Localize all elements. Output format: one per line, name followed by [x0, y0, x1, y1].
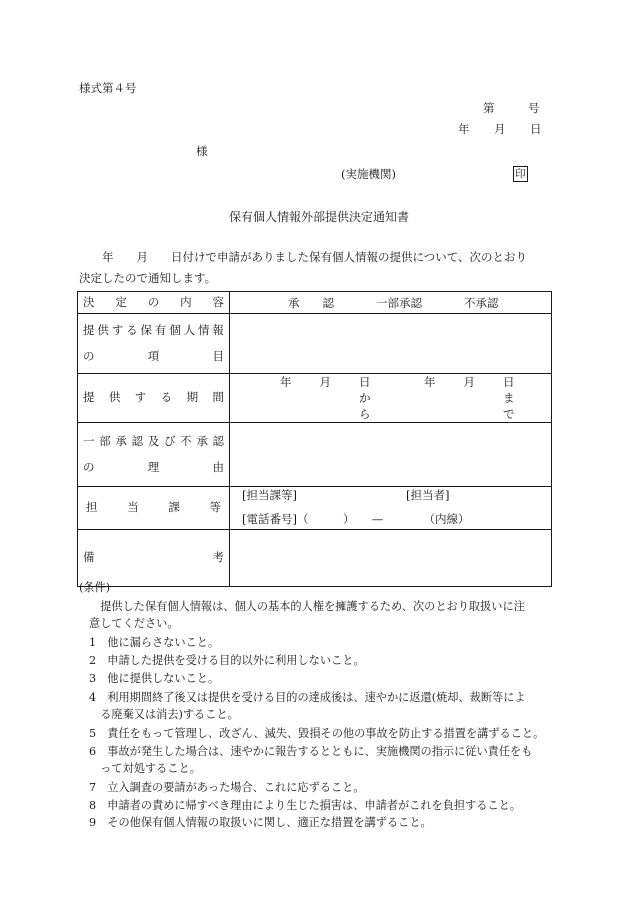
seal-stamp: 印: [513, 166, 528, 182]
decision-label-char: 決: [83, 294, 95, 309]
items-label-char: 情: [198, 323, 210, 337]
items-label-char: す: [111, 323, 124, 337]
reason-label-char: 部: [99, 434, 111, 448]
items-label-char: 報: [212, 323, 224, 337]
intro-line-1: 年 月 日付けで申請がありました保有個人情報の提供について、次のとおり: [79, 250, 528, 264]
items-label-char: 人: [183, 323, 196, 337]
period-label-char: 提: [83, 390, 95, 405]
period-from-part: 日から: [359, 375, 371, 421]
condition-item: 6 事故が発生した場合は、速やかに報告するとともに、実施機関の指示に従い責任をも: [89, 745, 533, 758]
reason-label-char: 認: [212, 434, 224, 448]
contact-label-char: 等: [209, 500, 221, 515]
condition-item: 3 他に提供しないこと。: [89, 672, 220, 685]
conditions-preface-2: 意してください。: [89, 617, 179, 630]
recipient-suffix: 様: [196, 144, 208, 158]
decision-option: 承 認: [288, 295, 334, 310]
contact-value: [230, 487, 552, 530]
items-label-char: 項: [147, 348, 160, 363]
items-label-char: 目: [212, 348, 224, 363]
conditions-preface-1: 提供した保有個人情報は、個人の基本的人権を擁護するため、次のとおり取扱いに注: [89, 600, 525, 613]
remarks-label-char: 備: [83, 550, 95, 565]
period-from-part: 月: [319, 375, 331, 389]
condition-item: 5 責任をもって管理し、改ざん、滅失、毀損その他の事故を防止する措置を講ずること。: [89, 727, 545, 740]
items-value: [230, 314, 552, 374]
contact-person-label: [担当者]: [406, 487, 450, 502]
remarks-value: [230, 530, 552, 587]
condition-item: 7 立入調査の要請があった場合、これに応ずること。: [89, 781, 365, 794]
decision-label-char: 内: [180, 294, 192, 309]
condition-item: る廃棄又は消去)すること。: [89, 708, 239, 721]
reason-label-char: 及: [147, 434, 160, 448]
items-label-char: 提: [83, 323, 95, 337]
row-remarks: [78, 530, 552, 587]
condition-item: 8 申請者の責めに帰すべき理由により生じた損害は、申請者がこれを負担すること。: [89, 799, 522, 812]
reason-label-char: 理: [147, 459, 160, 474]
row-decision: [78, 292, 552, 314]
period-label-char: す: [134, 390, 147, 405]
date-month: 月: [494, 122, 506, 136]
remarks-label: [78, 530, 230, 587]
items-label-char: 個: [169, 323, 181, 337]
contact-label-char: 課: [168, 500, 180, 515]
condition-item: 2 申請した提供を受ける目的以外に利用しないこと。: [89, 654, 365, 667]
items-label-char: る: [126, 323, 138, 337]
condition-item: って対処すること。: [89, 762, 201, 775]
decision-option: 一部承認: [376, 295, 422, 310]
row-items: [78, 314, 552, 374]
form-number: 様式第４号: [79, 81, 137, 95]
intro-line-2: 決定したので通知します。: [79, 271, 217, 285]
reason-value: [230, 423, 552, 487]
document-title: 保有個人情報外部提供決定通知書: [229, 210, 410, 224]
reason-label: [78, 423, 230, 487]
contact-label-char: 担: [86, 500, 98, 515]
period-label: [78, 374, 230, 423]
period-to-part: 年: [424, 375, 436, 389]
reason-label-char: び: [163, 434, 176, 448]
period-label-char: 供: [108, 390, 121, 405]
period-to-part: 月: [463, 375, 475, 389]
items-label-char: 有: [154, 323, 167, 337]
decision-options: [230, 292, 552, 314]
reason-label-char: の: [83, 459, 95, 474]
period-value: [230, 374, 552, 423]
condition-item: 1 他に漏らさないこと。: [89, 636, 220, 649]
row-reason: [78, 423, 552, 487]
reason-label-char: 認: [131, 434, 144, 448]
items-label-char: 供: [97, 323, 109, 337]
period-from-part: 年: [280, 375, 292, 389]
decision-label-char: 容: [212, 294, 224, 309]
remarks-label-char: 考: [212, 550, 224, 565]
items-label-char: の: [83, 348, 95, 363]
period-to-part: 日まで: [503, 375, 515, 421]
reason-label-char: 承: [115, 434, 127, 448]
reason-label-char: 一: [83, 434, 95, 448]
condition-item: 4 利用期間終了後又は提供を受ける目的の達成後は、速やかに返還(焼却、裁断等によ: [89, 691, 526, 704]
conditions-section: [79, 581, 554, 829]
decision-option: 不承認: [464, 295, 499, 310]
conditions-heading: (条件): [79, 581, 111, 594]
period-label-char: 期: [186, 390, 199, 405]
decision-label: [78, 292, 230, 314]
period-label-char: る: [160, 390, 173, 405]
reason-label-char: 由: [212, 459, 224, 474]
contact-phone-label: [電話番号]（ ） — （内線）: [242, 511, 470, 526]
document-no-go: 号: [528, 101, 540, 115]
reason-label-char: 承: [196, 434, 208, 448]
period-label-char: 間: [212, 390, 224, 405]
row-period: [78, 374, 552, 423]
contact-label-char: 当: [127, 500, 139, 515]
contact-label: [78, 487, 230, 530]
decision-label-char: 定: [115, 294, 127, 309]
agency-label: (実施機関): [341, 167, 396, 181]
row-contact: [78, 487, 552, 530]
items-label: [78, 314, 230, 374]
decision-table: [77, 291, 552, 587]
date-day: 日: [530, 122, 542, 136]
contact-dept-label: [担当課等]: [242, 487, 297, 502]
decision-label-char: の: [147, 294, 160, 309]
reason-label-char: 不: [180, 434, 192, 448]
condition-item: 9 その他保有個人情報の取扱いに関し、適正な措置を講ずること。: [89, 816, 432, 829]
document-no-dai: 第: [483, 101, 495, 115]
items-label-char: 保: [140, 323, 152, 337]
date-year: 年: [458, 122, 470, 136]
